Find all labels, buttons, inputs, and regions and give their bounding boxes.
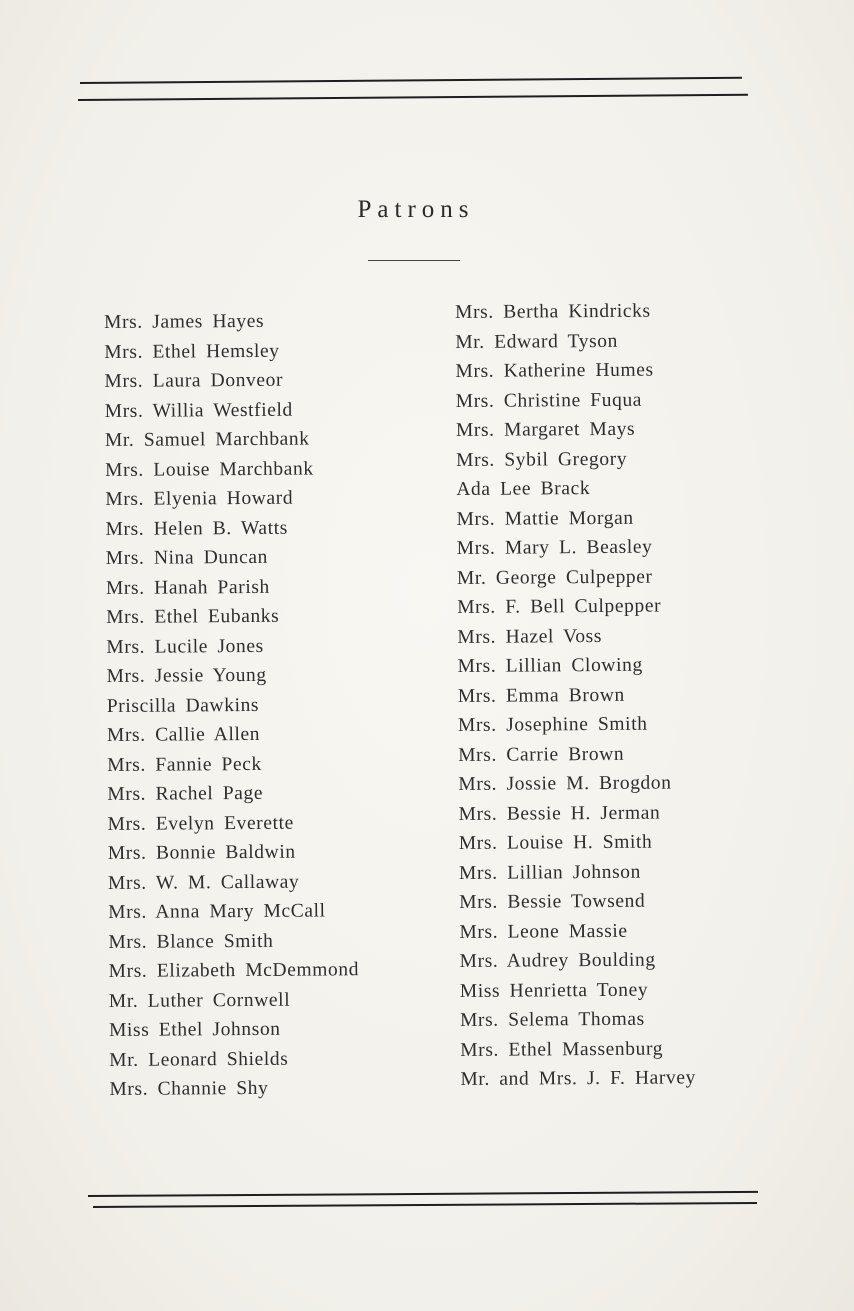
bottom-rule-upper xyxy=(88,1191,758,1197)
patron-name: Mr. Edward Tyson xyxy=(455,330,619,353)
patron-name: Mrs. Elyenia Howard xyxy=(105,487,294,510)
patron-name: Mrs. Evelyn Everette xyxy=(107,812,294,835)
patron-name: Mrs. Nina Duncan xyxy=(105,546,269,569)
patron-name: Mrs. Lillian Johnson xyxy=(458,861,642,884)
patron-name: Mrs. Blance Smith xyxy=(108,930,274,953)
patron-name: Mrs. Christine Fuqua xyxy=(455,389,643,412)
bottom-rule-lower xyxy=(93,1202,757,1208)
patron-name: Miss Henrietta Toney xyxy=(459,979,649,1002)
page-title: Patrons xyxy=(357,196,475,223)
patron-name: Mrs. Lillian Clowing xyxy=(457,654,643,677)
patron-name: Ada Lee Brack xyxy=(456,478,591,500)
patron-name: Mrs. Bessie H. Jerman xyxy=(458,802,661,825)
patron-name: Mrs. Jessie Young xyxy=(106,664,267,687)
patrons-right-column xyxy=(455,296,696,1094)
patron-name: Mrs. Hanah Parish xyxy=(105,576,270,599)
patron-name: Mr. George Culpepper xyxy=(456,566,653,589)
patron-name: Mrs. Bertha Kindricks xyxy=(455,300,651,323)
patron-name: Mrs. Mattie Morgan xyxy=(456,507,634,530)
top-rule-upper xyxy=(80,77,742,84)
patron-name: Mrs. Hazel Voss xyxy=(457,625,603,648)
patron-name: Priscilla Dawkins xyxy=(106,694,260,717)
patron-name: Mrs. Anna Mary McCall xyxy=(108,900,326,923)
patron-name: Mrs. Selema Thomas xyxy=(459,1008,645,1031)
patron-name: Mrs. Leone Massie xyxy=(459,920,628,943)
patron-name: Mr. Leonard Shields xyxy=(109,1048,289,1071)
patron-name: Mrs. Rachel Page xyxy=(107,782,264,805)
patron-name: Mrs. Carrie Brown xyxy=(458,743,625,766)
patron-name: Mrs. Bessie Towsend xyxy=(459,890,646,913)
patron-name: Mrs. Helen B. Watts xyxy=(105,517,288,540)
patron-name: Mrs. James Hayes xyxy=(104,310,265,333)
patron-name: Mrs. Bonnie Baldwin xyxy=(107,841,296,864)
patron-name: Mr. Samuel Marchbank xyxy=(104,428,310,451)
patron-name: Mrs. Louise H. Smith xyxy=(458,831,653,854)
patron-name: Mrs. Laura Donveor xyxy=(104,369,284,392)
patron-name: Mrs. Willia Westfield xyxy=(104,399,293,422)
patron-name: Mrs. F. Bell Culpepper xyxy=(457,595,662,618)
patron-name: Mrs. Sybil Gregory xyxy=(456,448,628,471)
patron-name: Mrs. Ethel Eubanks xyxy=(106,605,280,628)
patron-name: Mrs. Ethel Massenburg xyxy=(460,1038,664,1061)
patron-name: Mrs. Mary L. Beasley xyxy=(456,536,653,559)
patron-name: Mrs. Josephine Smith xyxy=(457,713,648,736)
title-underline xyxy=(368,260,460,261)
patron-name: Mrs. Jossie M. Brogdon xyxy=(458,772,672,795)
patron-name: Mrs. Louise Marchbank xyxy=(105,458,314,481)
patron-name: Mrs. Katherine Humes xyxy=(455,359,654,382)
patron-name: Mr. and Mrs. J. F. Harvey xyxy=(460,1067,696,1090)
patron-name: Miss Ethel Johnson xyxy=(108,1018,281,1041)
patron-name: Mrs. Elizabeth McDemmond xyxy=(108,959,360,982)
patrons-left-column xyxy=(104,306,360,1104)
patron-name: Mrs. Audrey Boulding xyxy=(459,949,656,972)
patron-name: Mrs. Channie Shy xyxy=(109,1077,269,1100)
patron-name: Mrs. Margaret Mays xyxy=(455,418,636,441)
patron-name: Mrs. Lucile Jones xyxy=(106,635,264,658)
patron-name: Mr. Luther Cornwell xyxy=(108,989,291,1012)
patron-name: Mrs. Ethel Hemsley xyxy=(104,340,280,363)
patron-name: Mrs. Emma Brown xyxy=(457,684,625,707)
patron-name: Mrs. Fannie Peck xyxy=(107,753,262,776)
patron-name: Mrs. Callie Allen xyxy=(106,723,261,746)
patron-name: Mrs. W. M. Callaway xyxy=(107,871,300,894)
top-rule-lower xyxy=(78,94,748,101)
